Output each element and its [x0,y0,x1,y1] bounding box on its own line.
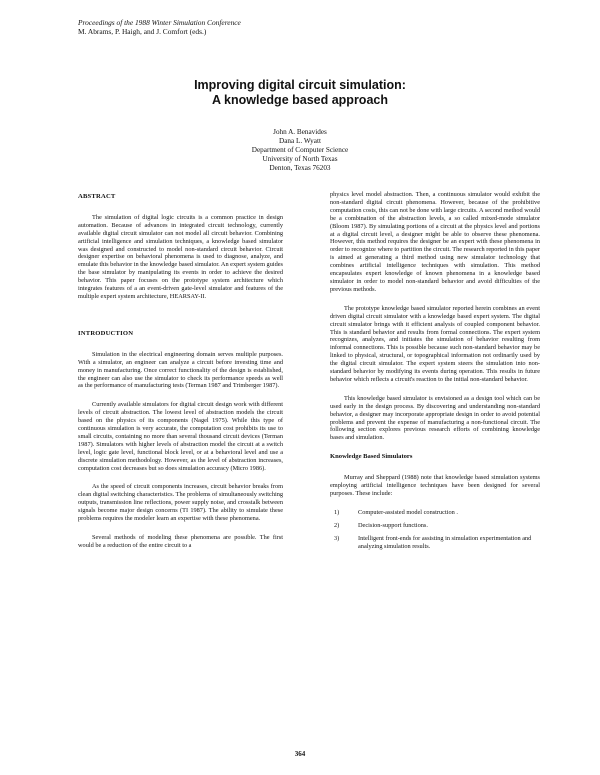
right-paragraph-4: Murray and Sheppard (1988) note that knowledge based simulation systems employing artificial intelligence techniques have been designed for several purposes. These include: [330,474,540,497]
list-item-number: 1) [334,508,340,516]
intro-paragraph-3: As the speed of circuit components increases, circuit behavior breaks from clean digital switching characteristics. The problems of simultaneously switching outputs, transmission line reflections, power supply noise, and crosstalk between signals become major design concerns (TI 1987). The ability to simulate these problems requires the modeler learn an expertise with these phenomena. [78,483,284,523]
list-item-number: 2) [334,521,340,529]
author-city: Denton, Texas 76203 [269,164,331,172]
list-item-text: Computer-assisted model construction . [358,508,458,516]
abstract-paragraph: The simulation of digital logic circuits is a common practice in design automation. Because of advances in integrated circuit technology, currently available digital circuit simulator can not model all circuit behavior. Combining artificial intelligence and simulation techniques, a knowledge based simulator was designed and constructed to model non-standard circuit behavior. Circuit designer expertise on behavioral phenomena is used to diagnose, analyze, and emulate this behavior in the knowledge based simulator. An expert system guides the base simulator by manipulating its events in order to achieve the desired behavior. This paper focuses on the prototype system architecture which integrates features of a an event-driven gate-level simulator and features of the multiple expert system architecture, HEARSAY-II. [78,213,283,300]
author-name-1: John A. Benavides [273,128,327,136]
abstract-heading: ABSTRACT [78,193,116,200]
page-number: 364 [294,750,306,758]
intro-paragraph-4: Several methods of modeling these phenomena are possible. The first would be a reduction of the entire circuit to a [78,534,283,549]
right-paragraph-2: The prototype knowledge based simulator reported herein combines an event driven digital circuit simulator with a knowledge based expert system. The digital circuit simulator brings with it efficient analysis of coupled component behavior. This is standard behavior and results from formal connections. The expert system recognizes, analyzes, and initiates the simulation of behavior resulting from informal connections. This is possible because such non-standard behavior may be linked to physical, structural, or topographical information not ordinarily used by the digital circuit simulator. The expert system steers the simulation into non-standard behavior by modifying its events during operation. This results in future behavior which reflects a circuit's reaction to the initial non-standard behavior. [330,304,540,383]
list-item [330,509,540,517]
author-block [0,128,600,173]
list-item-text: Intelligent front-ends for assisting in simulation experimentation and analyzing simulation results. [358,534,532,550]
purpose-list [330,509,540,551]
list-item-text: Decision-support functions. [358,521,428,529]
proceedings-title: Proceedings of the 1988 Winter Simulation Conference [78,18,241,27]
intro-paragraph-2: Currently available simulators for digital circuit design work with different levels of circuit abstraction. The lowest level of abstraction models the circuit based on the physics of its components (Nagel 1975). While this type of continuous simulation is very accurate, the computation cost prohibits its use to small circuits, containing no more than several thousand circuit devices (Terman 1987). Simulators with higher levels of abstraction model the circuit at a switch level, logic gate level, functional block level, or at a behavioral level and use a discrete simulation methodology. However, as the level of abstraction increases, computation cost decreases but so does simulation accuracy (Micro 1986). [78,401,283,472]
left-column [78,193,283,561]
list-item-number: 3) [334,534,340,542]
introduction-heading: INTRODUCTION [78,329,134,337]
title-line-1: Improving digital circuit simulation: [194,78,406,92]
kbs-subheading: Knowledge Based Simulators [330,453,413,461]
proceedings-header [78,18,241,36]
right-paragraph-1: physics level model abstraction. Then, a continuous simulator would exhibit the non-standard digital circuit phenomena. However, because of the prohibitive computation costs, this can not be done with large circuits. A second method would be a combination of the abstraction levels, a so called mixed-mode simulator (Bloom 1987). By simulating portions of a circuit at the physics level and portions at a digital circuit level, a designer might be able to observe these phenomena. However, this method requires the designer be an expert with these phenomena in order to recognize where to partition the circuit. The research reported in this paper is aimed at generating a third method using new simulator technology that combines artificial intelligence techniques with simulation. This method encapsulates expert knowledge of known phenomena in a knowledge based simulator in order to model non-standard behavior and avoid difficulties of the previous methods. [330,191,540,293]
author-university: University of North Texas [262,155,338,163]
paper-title [0,78,600,108]
intro-paragraph-1: Simulation in the electrical engineering domain serves multiple purposes. With a simulator, an engineer can analyze a circuit before investing time and money in manufacturing. Once correct functionality of the design is established, the engineer can also use the simulator to check its performance speeds as well as the performance of manufacturing tests (Terman 1987 and Trimberger 1987). [78,350,283,390]
list-item [330,522,540,530]
right-paragraph-3: This knowledge based simulator is envisioned as a design tool which can be used early in the design process. By discovering and understanding non-standard behavior, a designer may incorporate appropriate design in order to avoid potential problems and prevent the expense of manufacturing a non-functional circuit. The following section explores previous research efforts of combining knowledge bases and simulation. [330,394,540,442]
author-name-2: Dana L. Wyatt [279,137,321,145]
author-department: Department of Computer Science [251,146,349,154]
proceedings-editors: M. Abrams, P. Haigh, and J. Comfort (eds.) [78,27,207,36]
list-item [330,535,540,551]
right-column [330,191,540,556]
title-line-2: A knowledge based approach [212,93,388,107]
